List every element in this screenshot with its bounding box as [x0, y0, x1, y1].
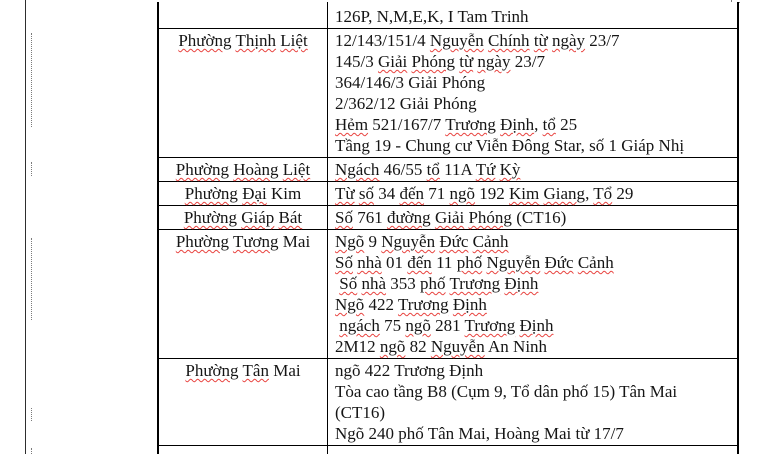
misspelled-word: Trương: [397, 295, 449, 314]
page-boundary-left-line: [25, 0, 26, 454]
misspelled-word: Đại: [242, 184, 267, 203]
address-line: [335, 360, 735, 381]
address-cell[interactable]: [328, 182, 737, 205]
cell-text-boundary-dots: [31, 448, 32, 454]
text-segment: Mai: [273, 361, 301, 380]
address-line: [335, 402, 735, 423]
address-table: [157, 2, 739, 454]
misspelled-word: đến: [407, 253, 432, 272]
table-row: [159, 446, 737, 454]
text-segment: 364/146/3 Giải Phóng: [335, 73, 486, 92]
ward-label: [159, 207, 327, 228]
text-segment: 761: [352, 208, 387, 227]
misspelled-word: Tổ: [593, 184, 613, 203]
text-segment: 75: [379, 316, 406, 335]
address-line: [335, 114, 735, 135]
address-cell[interactable]: [328, 206, 737, 229]
misspelled-word: Liệt: [280, 31, 308, 50]
misspelled-word: đường: [386, 208, 431, 227]
misspelled-word: Phóng: [468, 208, 512, 227]
misspelled-word: từ: [459, 52, 474, 71]
text-segment: 23/7: [510, 52, 545, 71]
misspelled-word: Tương: [232, 232, 279, 251]
misspelled-word: phố: [456, 253, 483, 272]
text-segment: An Ninh: [484, 337, 548, 356]
text-segment: Mai: [282, 232, 311, 251]
ward-label: [159, 30, 327, 51]
misspelled-word: Nguyễn: [429, 31, 484, 50]
address-line: [335, 207, 735, 228]
text-segment: 353: [386, 274, 421, 293]
text-segment: 71: [424, 184, 450, 203]
misspelled-word: Từ: [335, 184, 355, 203]
address-line: [335, 30, 735, 51]
misspelled-word: Phường: [178, 31, 232, 50]
text-segment: 25: [555, 115, 578, 134]
text-segment: 29: [612, 184, 634, 203]
text-segment: 2/362/12 Giải Phóng: [335, 94, 477, 113]
ward-label: [159, 231, 327, 252]
misspelled-word: tổ: [542, 115, 556, 134]
misspelled-word: Chính: [488, 31, 530, 50]
misspelled-word: Ngõ: [335, 295, 365, 314]
text-segment: 46/55: [379, 160, 427, 179]
text-segment: ngõ 422 Trương Định: [335, 361, 484, 380]
misspelled-word: Hoàng: [233, 160, 279, 179]
misspelled-word: Nguyễn: [430, 337, 485, 356]
misspelled-word: Ngõ: [335, 232, 365, 251]
address-line: [335, 159, 735, 180]
misspelled-word: Số: [335, 253, 353, 272]
misspelled-word: nhà: [361, 274, 387, 293]
address-cell[interactable]: [328, 359, 737, 445]
address-cell[interactable]: [328, 446, 737, 454]
text-segment: 11A: [439, 160, 476, 179]
misspelled-word: Cảnh: [577, 253, 614, 272]
misspelled-word: Kim: [509, 184, 540, 203]
misspelled-word: Phường: [175, 232, 229, 251]
misspelled-word: ngách: [339, 316, 380, 335]
table-row: [159, 158, 737, 182]
text-segment: 2M12: [335, 337, 380, 356]
ward-cell[interactable]: [159, 446, 328, 454]
misspelled-word: Nguyễn: [381, 232, 436, 251]
misspelled-word: Giang: [543, 184, 586, 203]
misspelled-word: Thịnh: [235, 31, 277, 50]
text-segment: 11: [431, 253, 457, 272]
address-cell[interactable]: [328, 230, 737, 358]
cell-text-boundary-dots: [31, 408, 32, 421]
text-segment: Tầng 19 - Chung cư Viễn Đông Star, số 1 Giáp Nhị: [335, 136, 685, 155]
text-segment: 521/167/7: [368, 115, 446, 134]
text-segment: 9: [364, 232, 382, 251]
ward-cell[interactable]: [159, 158, 328, 181]
text-segment: ,: [585, 184, 594, 203]
ward-cell[interactable]: [159, 29, 328, 157]
text-segment: 422: [364, 295, 398, 314]
address-line: [335, 231, 735, 252]
misspelled-word: Phường: [185, 361, 239, 380]
text-segment: 145/3: [335, 52, 378, 71]
ward-cell[interactable]: [159, 2, 328, 28]
cell-text-boundary-dots: [31, 238, 32, 320]
misspelled-word: Phóng: [411, 52, 455, 71]
text-segment: 281: [430, 316, 465, 335]
misspelled-word: Giải: [434, 208, 465, 227]
text-segment: Tòa cao tầng B8 (Cụm 9, Tổ dân phố 15) Tân Mai: [335, 382, 678, 401]
misspelled-word: số: [358, 184, 374, 203]
misspelled-word: Đức: [544, 253, 574, 272]
text-segment: 192: [475, 184, 510, 203]
misspelled-word: Nguyễn: [486, 253, 541, 272]
text-segment: 12/143/151/4: [335, 31, 430, 50]
misspelled-word: Hẻm: [335, 115, 369, 134]
text-segment: Ngõ 240 phố Tân Mai, Hoàng Mai từ 17/7: [335, 424, 624, 443]
ward-label: [159, 159, 327, 180]
misspelled-word: Định: [500, 115, 535, 134]
text-segment: 23/7: [585, 31, 620, 50]
address-line: [335, 93, 735, 114]
misspelled-word: Cảnh: [472, 232, 509, 251]
misspelled-word: Đức: [439, 232, 469, 251]
cell-text-boundary-dots: [31, 162, 32, 176]
table-row: [159, 230, 737, 359]
misspelled-word: Giải: [377, 52, 408, 71]
misspelled-word: Số: [339, 274, 358, 293]
address-line: [335, 315, 735, 336]
ward-cell[interactable]: [159, 182, 328, 205]
text-segment: 34: [373, 184, 400, 203]
ward-label: [159, 360, 327, 381]
misspelled-word: Phường: [175, 160, 229, 179]
misspelled-word: Phường: [184, 184, 238, 203]
misspelled-word: phố: [420, 274, 446, 293]
misspelled-word: Phường: [183, 208, 237, 227]
misspelled-word: tổ: [426, 160, 440, 179]
table-row: [159, 29, 737, 158]
misspelled-word: Định: [519, 316, 554, 335]
address-line: [335, 72, 735, 93]
address-line: [335, 51, 735, 72]
misspelled-word: Định: [504, 274, 539, 293]
misspelled-word: từ: [533, 31, 548, 50]
ward-cell[interactable]: [159, 206, 328, 229]
text-segment: 82: [405, 337, 431, 356]
text-segment: (CT16): [335, 403, 386, 422]
cell-text-boundary-dots: [31, 33, 32, 127]
address-cell[interactable]: [328, 158, 737, 181]
address-line: [335, 336, 735, 357]
misspelled-word: đến: [399, 184, 425, 203]
table-row: [159, 2, 737, 29]
ward-label: [159, 183, 327, 204]
ward-cell[interactable]: [159, 230, 328, 358]
text-segment: 01: [381, 253, 408, 272]
misspelled-word: Bát: [278, 208, 303, 227]
misspelled-word: Tứ: [475, 160, 496, 179]
address-line: [335, 252, 735, 273]
misspelled-word: Giáp: [241, 208, 275, 227]
misspelled-word: Định: [452, 295, 487, 314]
address-line: [335, 135, 735, 156]
text-segment: Kim: [270, 184, 302, 203]
table-row: [159, 359, 737, 446]
address-line: [335, 381, 735, 402]
address-line: [335, 183, 735, 204]
address-line: [335, 6, 735, 27]
address-cell[interactable]: [328, 29, 737, 157]
misspelled-word: Trương: [449, 274, 501, 293]
ward-cell[interactable]: [159, 359, 328, 445]
table-row: [159, 182, 737, 206]
misspelled-word: nhà: [357, 253, 382, 272]
misspelled-word: Trương: [445, 115, 496, 134]
address-line: [335, 273, 735, 294]
text-segment: 126P, N,M,E,K, I Tam Trinh: [335, 7, 529, 26]
misspelled-word: ngày: [477, 52, 511, 71]
misspelled-word: Liệt: [282, 160, 311, 179]
misspelled-word: Kỳ: [499, 160, 521, 179]
misspelled-word: ngõ: [379, 337, 406, 356]
address-line: [335, 294, 735, 315]
misspelled-word: Trương: [464, 316, 516, 335]
misspelled-word: ngõ: [449, 184, 476, 203]
address-line: [335, 423, 735, 444]
address-line: [335, 447, 735, 454]
misspelled-word: Ngách: [335, 160, 380, 179]
address-cell[interactable]: [328, 2, 737, 28]
text-segment: ,: [534, 115, 543, 134]
misspelled-word: Số: [335, 208, 353, 227]
misspelled-word: Tân: [242, 361, 269, 380]
misspelled-word: ngõ: [405, 316, 431, 335]
misspelled-word: ngày: [552, 31, 586, 50]
table-row: [159, 206, 737, 230]
text-segment: (CT16): [511, 208, 567, 227]
